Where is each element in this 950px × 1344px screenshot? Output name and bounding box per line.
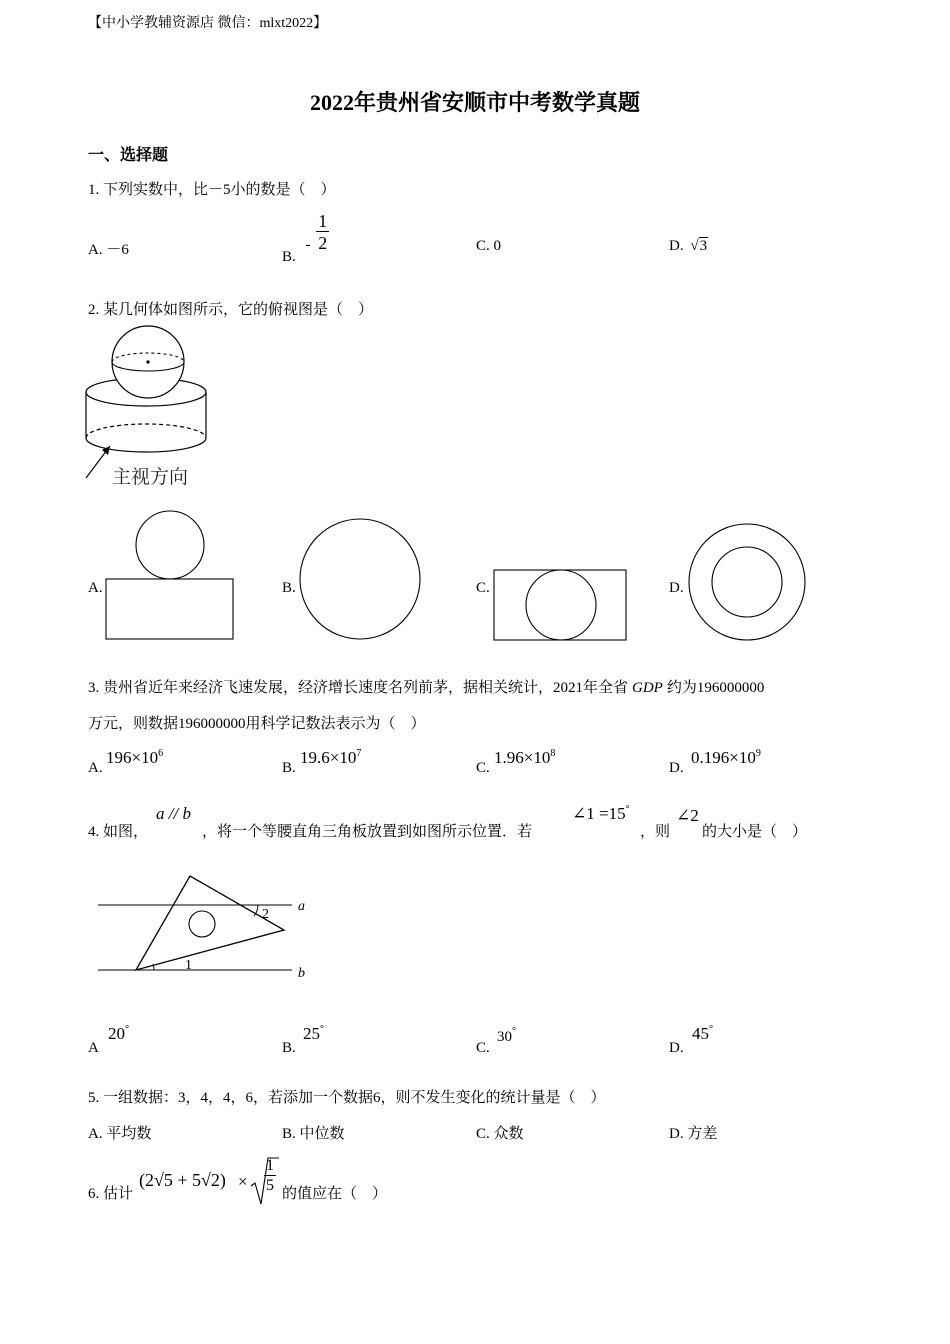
q1-option-b xyxy=(282,211,329,266)
q1-d-label: D. xyxy=(669,238,684,254)
q3-d-exp: 9 xyxy=(755,748,761,759)
q1-b-numerator: 1 xyxy=(318,211,328,231)
q3-option-d-label: D. xyxy=(669,760,684,776)
q6-sqrt-denominator: 5 xyxy=(266,1177,274,1194)
q2-view-direction-label: 主视方向 xyxy=(112,466,189,488)
q2-option-a-label: A. xyxy=(88,580,103,596)
q3-option-b-label: B. xyxy=(282,760,296,776)
q2-option-b-figure xyxy=(298,517,423,642)
q4-d-deg: ° xyxy=(709,1024,713,1035)
q1-option-a: A. －6 xyxy=(88,242,129,258)
q4-c-val: 30 xyxy=(497,1029,512,1045)
q4-figure xyxy=(96,872,326,984)
q3-gdp: GDP xyxy=(632,680,663,696)
q3-option-c-value xyxy=(494,748,555,768)
q4-a-deg: ° xyxy=(125,1024,129,1035)
q4-angle1-text: ∠1 =15 xyxy=(572,804,626,823)
q6-expression: (2√5 + 5√2) xyxy=(139,1170,226,1190)
q3-stem-part1: 3. 贵州省近年来经济飞速发展，经济增长速度名列前茅，据相关统计，2021年全省 xyxy=(88,680,629,696)
page-title: 2022年贵州省安顺市中考数学真题 xyxy=(309,90,640,115)
q6-stem-part2: 的值应在（ ） xyxy=(282,1186,388,1202)
q4-d-val: 45 xyxy=(692,1024,709,1043)
q4-stem-part1: 4. 如图， xyxy=(88,824,149,840)
q3-a-exp: 6 xyxy=(158,748,164,759)
q6-sqrt-fraction xyxy=(264,1158,276,1194)
q3-option-a-value xyxy=(106,748,163,768)
q6-stem-part1: 6. 估计 xyxy=(88,1186,134,1202)
q3-stem-line1 xyxy=(88,676,764,697)
label-a: a xyxy=(298,899,305,914)
header-note: 【中小学教辅资源店 微信：mlxt2022】 xyxy=(88,16,328,31)
set-square xyxy=(136,876,284,970)
q4-option-b-label: B. xyxy=(282,1040,296,1056)
q1-b-label: B. xyxy=(282,249,296,266)
cylinder-bottom-back xyxy=(86,424,206,438)
q3-option-c-label: C. xyxy=(476,760,490,776)
q2-option-b-label: B. xyxy=(282,580,296,596)
q5-option-d: D. 方差 xyxy=(669,1126,718,1142)
q2-option-d-label: D. xyxy=(669,580,684,596)
q6-sqrt-numerator: 1 xyxy=(266,1157,274,1174)
q1-option-c: C. 0 xyxy=(476,238,502,254)
q3-b-exp: 7 xyxy=(356,748,362,759)
q4-a-val: 20 xyxy=(108,1024,125,1043)
q4-option-a-value xyxy=(108,1024,129,1044)
q5-option-b: B. 中位数 xyxy=(282,1126,345,1142)
q1-d-radicand: 3 xyxy=(699,238,708,254)
q2-option-d-figure xyxy=(687,522,809,644)
q4-option-b-value xyxy=(303,1024,324,1044)
q4-b-deg: ° xyxy=(320,1024,324,1035)
q3-option-b-value xyxy=(300,748,361,768)
q3-d-base: 0.196×10 xyxy=(691,748,756,767)
q4-option-d-value xyxy=(692,1024,713,1044)
q1-option-d xyxy=(669,238,708,255)
q1-b-minus: - xyxy=(305,237,311,254)
q3-c-exp: 8 xyxy=(550,748,556,759)
label-b: b xyxy=(298,966,305,981)
q4-option-a-label: A xyxy=(88,1040,99,1056)
q4-option-d-label: D. xyxy=(669,1040,684,1056)
q4-option-c-value xyxy=(497,1026,516,1046)
label-angle-2: 2 xyxy=(262,907,269,922)
q3-option-d-value xyxy=(691,748,761,768)
q1-d-radical: √ xyxy=(690,238,699,254)
q1-stem: 1. 下列实数中，比－5小的数是（ ） xyxy=(88,182,336,198)
q4-b-val: 25 xyxy=(303,1024,320,1043)
q4-angle1 xyxy=(572,804,630,824)
q4-stem-part3: ，则 xyxy=(640,824,671,840)
q1-b-fraction xyxy=(316,212,329,252)
q4-stem-part2: ，将一个等腰直角三角板放置到如图所示位置．若 xyxy=(202,824,533,840)
q3-option-a-label: A. xyxy=(88,760,103,776)
q5-option-a: A. 平均数 xyxy=(88,1126,152,1142)
q3-stem-line2: 万元，则数据196000000用科学记数法表示为（ ） xyxy=(88,716,426,732)
q4-angle2: ∠2 xyxy=(676,806,699,825)
q4-c-deg: ° xyxy=(512,1026,516,1037)
q1-b-denominator: 2 xyxy=(318,233,328,253)
section-heading: 一、选择题 xyxy=(88,147,169,164)
set-square-hole xyxy=(189,911,215,937)
q2-option-c-label: C. xyxy=(476,580,490,596)
q3-c-base: 1.96×10 xyxy=(494,748,551,767)
q2-option-a-figure xyxy=(104,510,239,645)
q5-option-c: C. 众数 xyxy=(476,1126,524,1142)
q4-stem-part4: 的大小是（ ） xyxy=(702,824,808,840)
q4-option-c-label: C. xyxy=(476,1040,490,1056)
q4-parallel: a // b xyxy=(156,804,191,823)
q4-angle1-degree: ° xyxy=(625,804,630,815)
q3-a-base: 196×10 xyxy=(106,748,159,767)
q6-times: × xyxy=(238,1172,248,1191)
q2-option-c-figure xyxy=(492,568,630,644)
q2-stem: 2. 某几何体如图所示，它的俯视图是（ ） xyxy=(88,302,374,318)
q5-stem: 5. 一组数据：3，4，4，6，若添加一个数据6，则不发生变化的统计量是（ ） xyxy=(88,1090,606,1106)
label-angle-1: 1 xyxy=(185,958,192,973)
q3-stem-part2: 约为196000000 xyxy=(666,680,765,696)
q3-b-base: 19.6×10 xyxy=(300,748,357,767)
